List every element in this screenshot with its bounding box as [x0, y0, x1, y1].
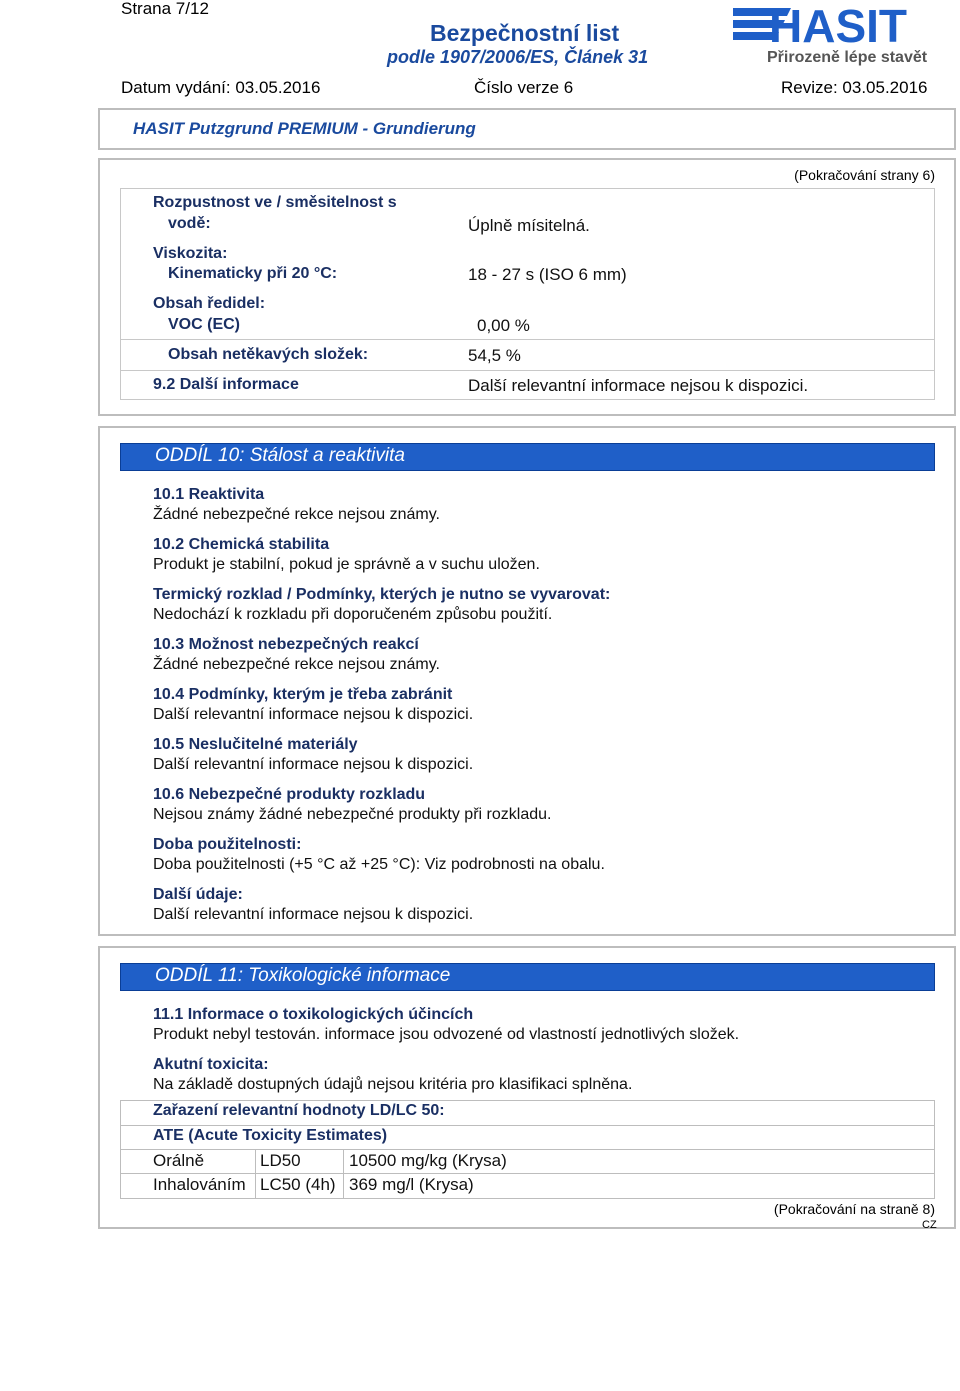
- solvent-label: Obsah ředidel:: [153, 295, 266, 312]
- s10-heading-2: 10.2 Chemická stabilita: [153, 536, 330, 553]
- ld-lc50-heading: Zařazení relevantní hodnoty LD/LC 50:: [153, 1102, 445, 1119]
- voc-value: 0,00 %: [477, 316, 530, 335]
- s11-heading-1: 11.1 Informace o toxikologických účincích: [153, 1006, 474, 1023]
- solubility-label-cont: vodě:: [168, 215, 211, 232]
- other-info-value: Další relevantní informace nejsou k dispozici.: [468, 376, 809, 395]
- section-11-header: [120, 963, 935, 991]
- s10-text-2: Produkt je stabilní, pokud je správně a v suchu uložen.: [153, 556, 540, 573]
- s10-text-9: Další relevantní informace nejsou k dispozici.: [153, 906, 474, 923]
- section-10-header: [120, 443, 935, 471]
- section-11-title: ODDÍL 11: Toxikologické informace: [155, 965, 451, 986]
- s11-text-1: Produkt nebyl testován. informace jsou odvozené od vlastností jednotlivých složek.: [153, 1026, 740, 1043]
- continued-to: (Pokračování na straně 8): [773, 1201, 935, 1217]
- product-name: HASIT Putzgrund PREMIUM - Grundierung: [133, 119, 476, 138]
- ate-type-inhalation: LC50 (4h): [260, 1175, 336, 1194]
- viscosity-label: Viskozita:: [153, 245, 228, 262]
- s10-text-4: Žádné nebezpečné rekce nejsou známy.: [153, 656, 440, 673]
- kinematic-label: Kinematicky při 20 °C:: [168, 265, 338, 282]
- nonvolatile-label: Obsah netěkavých složek:: [168, 346, 369, 363]
- ate-value-inhalation: 369 mg/l (Krysa): [349, 1175, 474, 1194]
- logo-tagline: Přirozeně lépe stavět: [767, 49, 928, 66]
- logo-text: HASIT: [769, 4, 907, 52]
- s11-heading-2: Akutní toxicita:: [153, 1056, 269, 1073]
- ate-route-oral: Orálně: [153, 1151, 205, 1170]
- solubility-value: Úplně mísitelná.: [468, 216, 590, 235]
- s10-heading-3: Termický rozklad / Podmínky, kterých je nutno se vyvarovat:: [153, 586, 611, 603]
- language-code: CZ: [922, 1219, 937, 1231]
- document-title: Bezpečnostní list: [430, 20, 620, 46]
- nonvolatile-value: 54,5 %: [468, 346, 521, 365]
- s10-text-7: Nejsou známy žádné nebezpečné produkty při rozkladu.: [153, 806, 552, 823]
- document-subtitle: podle 1907/2006/ES, Článek 31: [387, 47, 649, 67]
- other-info-label: 9.2 Další informace: [153, 376, 299, 393]
- s10-heading-9: Další údaje:: [153, 886, 243, 903]
- ate-type-oral: LD50: [260, 1151, 301, 1170]
- ate-row-divider: [120, 1149, 935, 1174]
- voc-label: VOC (EC): [168, 316, 240, 333]
- ate-value-oral: 10500 mg/kg (Krysa): [349, 1151, 507, 1170]
- hasit-logo: [733, 4, 955, 66]
- s10-heading-4: 10.3 Možnost nebezpečných reakcí: [153, 636, 419, 653]
- s10-heading-5: 10.4 Podmínky, kterým je třeba zabránit: [153, 686, 453, 703]
- ate-heading: ATE (Acute Toxicity Estimates): [153, 1127, 388, 1144]
- revision-date: Revize: 03.05.2016: [781, 78, 928, 97]
- s10-text-6: Další relevantní informace nejsou k dispozici.: [153, 756, 474, 773]
- s11-text-2: Na základě dostupných údajů nejsou kritéria pro klasifikaci splněna.: [153, 1076, 633, 1093]
- page-number: Strana 7/12: [121, 0, 209, 18]
- s10-heading-1: 10.1 Reaktivita: [153, 486, 265, 503]
- s10-text-8: Doba použitelnosti (+5 °C až +25 °C): Viz podrobnosti na obalu.: [153, 856, 605, 873]
- issue-date: Datum vydání: 03.05.2016: [121, 78, 321, 97]
- kinematic-value: 18 - 27 s (ISO 6 mm): [468, 265, 627, 284]
- solubility-label: Rozpustnost ve / směsitelnost s: [153, 194, 397, 211]
- continued-from: (Pokračování strany 6): [794, 167, 935, 183]
- section-10-title: ODDÍL 10: Stálost a reaktivita: [155, 445, 405, 466]
- s10-heading-6: 10.5 Neslučitelné materiály: [153, 736, 358, 753]
- version-number: Číslo verze 6: [474, 78, 574, 97]
- s10-text-5: Další relevantní informace nejsou k dispozici.: [153, 706, 474, 723]
- s10-heading-8: Doba použitelnosti:: [153, 836, 302, 853]
- s10-text-3: Nedochází k rozkladu při doporučeném způsobu použití.: [153, 606, 553, 623]
- s10-heading-7: 10.6 Nebezpečné produkty rozkladu: [153, 786, 426, 803]
- s10-text-1: Žádné nebezpečné rekce nejsou známy.: [153, 506, 440, 523]
- ate-route-inhalation: Inhalováním: [153, 1175, 246, 1194]
